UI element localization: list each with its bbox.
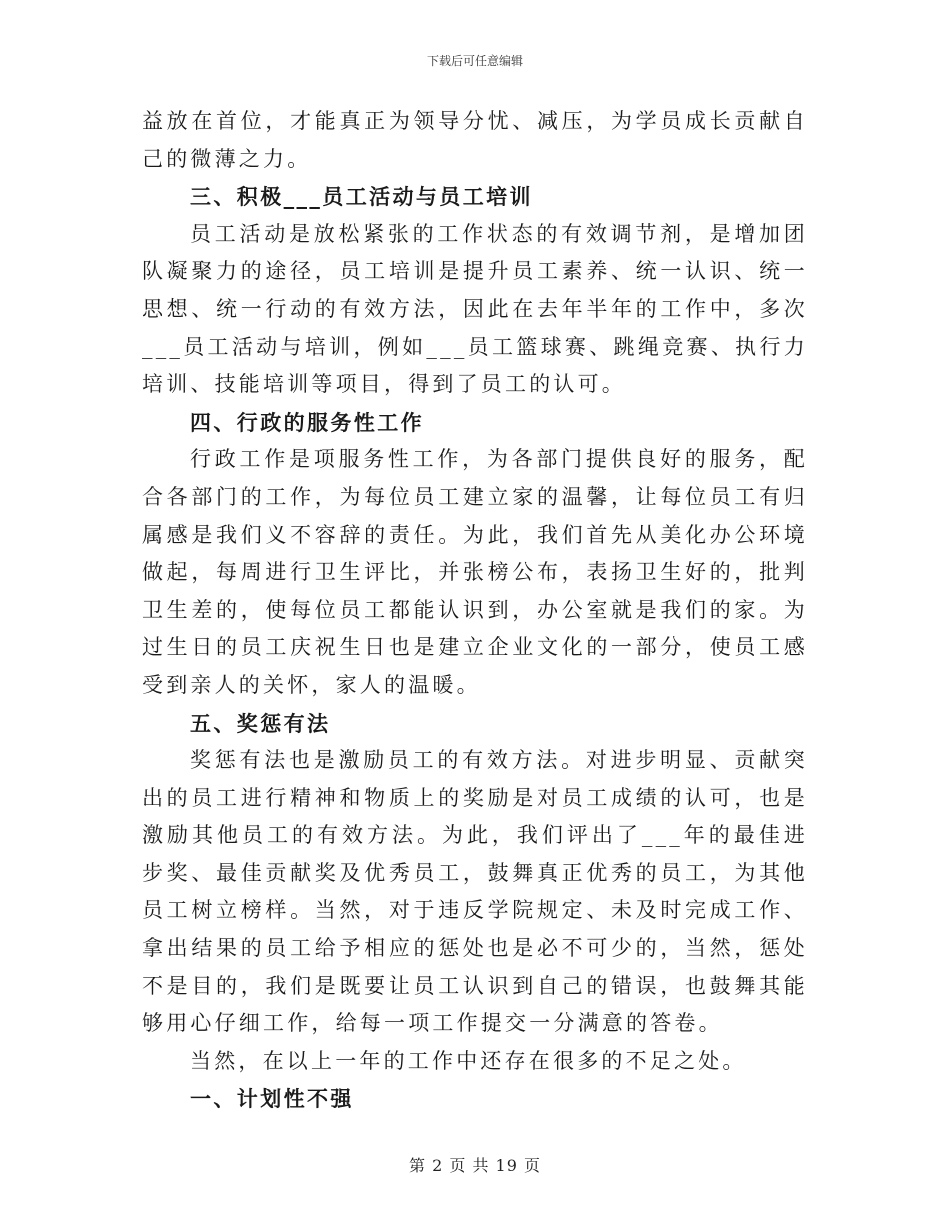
body-paragraph: 当然，在以上一年的工作中还存在很多的不足之处。 [190,1048,747,1073]
section-heading: 四、行政的服务性工作 [190,409,424,435]
body-paragraph: 行政工作是项服务性工作，为各部门提供良好的服务，配合各部门的工作，为每位员工建立家的温馨，让每位员工有归属感是我们义不容辞的责任。为此，我们首先从美化办公环境做起，每周进行卫生评比，并张榜公布，表扬卫生好的，批判卫生差的，使每位员工都能认识到，办公室就是我们的家。为过生日的员工庆祝生日也是建立企业文化的一部分，使员工感受到亲人的关怀，家人的温暖。 [142,447,808,697]
body-paragraph: 员工活动是放松紧张的工作状态的有效调节剂，是增加团队凝聚力的途径，员工培训是提升员工素养、统一认识、统一思想、统一行动的有效方法，因此在去年半年的工作中，多次___员工活动与培训，例如___员工篮球赛、跳绳竞赛、执行力培训、技能培训等项目，得到了员工的认可。 [142,221,808,397]
body-paragraph: 益放在首位，才能真正为领导分忧、减压，为学员成长贡献自己的微薄之力。 [142,109,808,171]
section-heading: 五、奖惩有法 [190,710,331,736]
body-paragraph: 奖惩有法也是激励员工的有效方法。对进步明显、贡献突出的员工进行精神和物质上的奖励是对员工成绩的认可，也是激励其他员工的有效方法。为此，我们评出了___年的最佳进步奖、最佳贡献奖及优秀员工，鼓舞真正优秀的员工，为其他员工树立榜样。当然，对于违反学院规定、未及时完成工作、拿出结果的员工给予相应的惩处也是必不可少的，当然，惩处不是目的，我们是既要让员工认识到自己的错误，也鼓舞其能够用心仔细工作，给每一项工作提交一分满意的答卷。 [142,748,808,1036]
document-body [142,103,808,1118]
page-footer: 第 2 页 共 19 页 [409,1156,541,1175]
section-heading: 一、计划性不强 [190,1086,354,1112]
page-header: 下载后可任意编辑 [426,54,523,68]
section-heading: 三、积极___员工活动与员工培训 [190,184,533,210]
